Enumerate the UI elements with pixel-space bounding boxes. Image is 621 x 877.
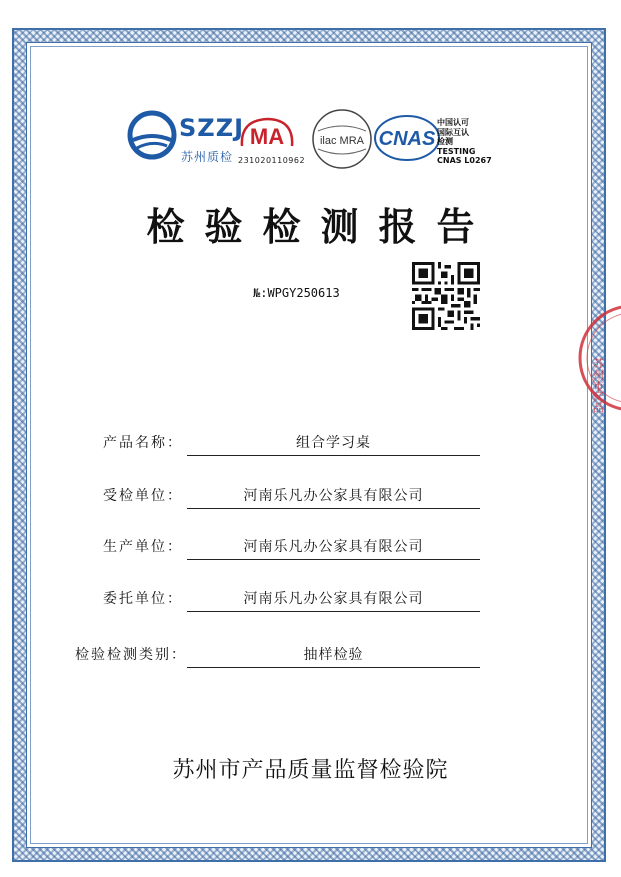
cnas-side-line: 国际互认 bbox=[437, 127, 469, 137]
report-title: 检验检测报告 bbox=[146, 204, 495, 249]
ilac-label: ilac MRA bbox=[319, 135, 365, 147]
cnas-side-line: CNAS L0267 bbox=[437, 156, 492, 165]
field-value: 河南乐凡办公家具有限公司 bbox=[187, 588, 480, 612]
cma-mark-icon bbox=[238, 116, 296, 150]
field-value: 河南乐凡办公家具有限公司 bbox=[187, 485, 480, 509]
official-seal-icon bbox=[572, 298, 621, 418]
field-value: 组合学习桌 bbox=[187, 432, 480, 456]
szzj-logo-text: SZZJ bbox=[179, 114, 245, 142]
seal-text: 苏州市产品 bbox=[591, 358, 605, 413]
cma-number: 231020110962 bbox=[238, 156, 306, 165]
ilac-mra-icon bbox=[310, 107, 374, 171]
field-label: 生产单位： bbox=[103, 539, 183, 555]
cnas-side-text bbox=[437, 118, 492, 166]
szzj-emblem-icon bbox=[127, 110, 177, 160]
issuing-institute: 苏州市产品质量监督检验院 bbox=[172, 758, 449, 783]
szzj-subtitle: 苏州质检 bbox=[181, 150, 234, 164]
field-label: 受检单位： bbox=[103, 488, 183, 504]
field-label: 检验检测类别： bbox=[75, 647, 187, 663]
szzj-logo bbox=[127, 110, 247, 170]
qr-code-icon[interactable] bbox=[412, 262, 480, 330]
field-label: 委托单位： bbox=[103, 591, 183, 607]
cnas-side-line: 检测 bbox=[437, 137, 453, 146]
cma-label: MA bbox=[249, 124, 285, 149]
report-number: №:WPGY250613 bbox=[253, 286, 340, 300]
cnas-side-line: TESTING bbox=[437, 146, 476, 156]
cnas-side-line: 中国认可 bbox=[437, 118, 469, 127]
field-value: 抽样检验 bbox=[187, 644, 480, 668]
cnas-logo-icon bbox=[372, 113, 442, 163]
field-value: 河南乐凡办公家具有限公司 bbox=[187, 536, 480, 560]
cnas-label: CNAS bbox=[378, 128, 436, 150]
